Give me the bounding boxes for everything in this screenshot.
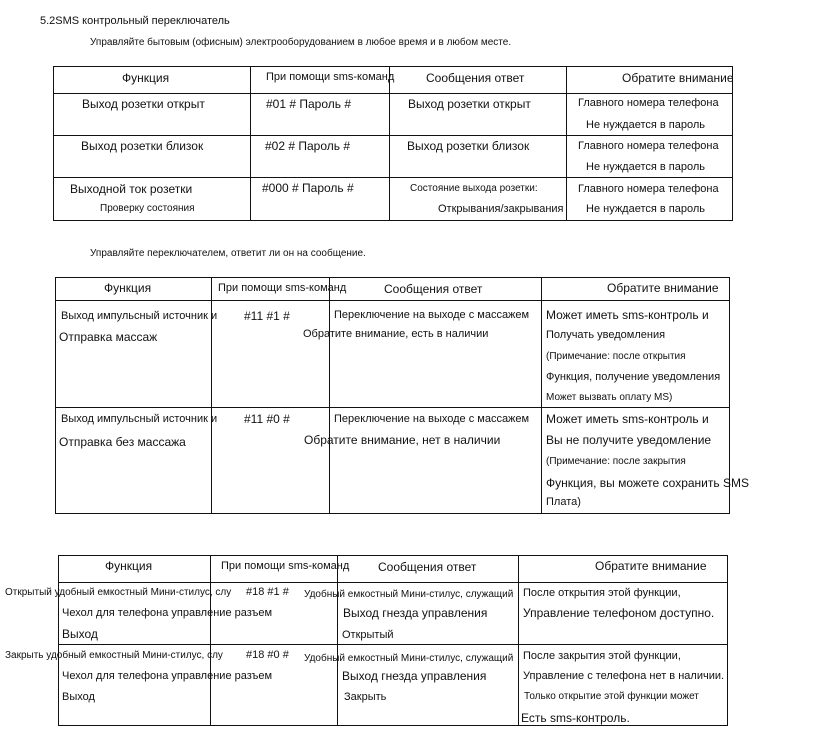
- table-3-header-note: Обратите внимание: [595, 559, 707, 573]
- table-2-row-2-note-3: (Примечание: после закрытия: [546, 456, 686, 467]
- table-2-row-1-reply-2: Обратите внимание, есть в наличии: [303, 328, 489, 340]
- table-1-row-2-note-1: Главного номера телефона: [578, 140, 719, 152]
- table-2-row-1-note-1: Может иметь sms-контроль и: [546, 308, 709, 322]
- table-1-row-3-note-2: Не нуждается в пароль: [586, 203, 706, 215]
- table-3-header-reply: Сообщения ответ: [378, 560, 477, 574]
- table-3-row-2-note-1: После закрытия этой функции,: [523, 650, 681, 662]
- table-3-row-1-note-1: После открытия этой функции,: [523, 587, 681, 599]
- table-3-row-1-command: #18 #1 #: [246, 586, 289, 598]
- table-2-row-1-function-1: Выход импульсный источник и: [61, 310, 218, 322]
- table-1-row-2-function: Выход розетки близок: [81, 139, 204, 153]
- table-1-header-function: Функция: [122, 71, 170, 85]
- table-2-row-2-command: #11 #0 #: [244, 412, 290, 426]
- table-2-header-note: Обратите внимание: [607, 281, 719, 295]
- table-2-header-reply: Сообщения ответ: [384, 282, 483, 296]
- table-2-row-1-note-2: Получать уведомления: [546, 329, 666, 341]
- table-3-header-command: При помощи sms-команд: [221, 560, 350, 572]
- table-3-row-1-function-3: Выход: [62, 627, 98, 641]
- table-2-row-2-note-1: Может иметь sms-контроль и: [546, 412, 709, 426]
- table-3-row-1-function-2: Чехол для телефона управление разъем: [62, 607, 273, 619]
- table-2-row-2-function-1: Выход импульсный источник и: [61, 413, 218, 425]
- table-3-row-2-function-3: Выход: [62, 691, 95, 703]
- table-2-row-1-reply-1: Переключение на выходе с массажем: [334, 309, 530, 321]
- table-1-row-1-note-2: Не нуждается в пароль: [586, 119, 706, 131]
- table-2-header-function: Функция: [104, 281, 152, 295]
- table-2-row-1-note-5: Может вызвать оплату MS): [546, 392, 673, 403]
- table-1-row-2-command: #02 # Пароль #: [265, 139, 351, 153]
- table-2-row-2-function-2: Отправка без массажа: [59, 435, 186, 449]
- table-1-row-3-function-2: Проверку состояния: [100, 203, 195, 214]
- table-1-header-note: Обратите внимание: [622, 71, 734, 85]
- table-2-row-2-note-4: Функция, вы можете сохранить SMS: [546, 476, 749, 490]
- table-1-row-3-function-1: Выходной ток розетки: [70, 182, 193, 196]
- table-1-row-3-note-1: Главного номера телефона: [578, 183, 719, 195]
- table-2-row-2-note-5: Плата): [546, 496, 581, 508]
- table-3-row-2-reply-2: Выход гнезда управления: [342, 669, 487, 683]
- table-3-row-2-function-1: Закрыть удобный емкостный Мини-стилус, слу: [5, 650, 223, 661]
- table-3-row-2-command: #18 #0 #: [246, 649, 289, 661]
- table-1-row-2-reply: Выход розетки близок: [407, 139, 530, 153]
- table-1-row-3-command: #000 # Пароль #: [262, 181, 354, 195]
- table-3-row-1-reply-3: Открытый: [342, 629, 394, 641]
- table-1-row-3-reply-2: Открывания/закрывания: [438, 203, 564, 215]
- table-2-row-1-note-4: Функция, получение уведомления: [546, 371, 721, 383]
- table-3-row-2-reply-1: Удобный емкостный Мини-стилус, служащий: [304, 653, 514, 664]
- table-1-row-1-command: #01 # Пароль #: [266, 97, 352, 111]
- table-3-row-2-note-3: Только открытие этой функции может: [524, 691, 699, 702]
- table-1-header-reply: Сообщения ответ: [426, 71, 525, 85]
- table-3-row-1-function-1: Открытый удобный емкостный Мини-стилус, слу: [5, 587, 232, 598]
- table-1-row-2-note-2: Не нуждается в пароль: [586, 161, 706, 173]
- table-3-row-1-reply-2: Выход гнезда управления: [343, 606, 488, 620]
- table-3-row-1-reply-1: Удобный емкостный Мини-стилус, служащий: [304, 589, 514, 600]
- table-1-header-command: При помощи sms-команд: [266, 71, 395, 83]
- table-2-row-1-function-2: Отправка массаж: [59, 330, 158, 344]
- section-intro: Управляйте бытовым (офисным) электрооборудованием в любое время и в любом месте.: [90, 37, 512, 48]
- table-2-row-1-command: #11 #1 #: [244, 309, 290, 323]
- table-1-row-1-function: Выход розетки открыт: [82, 97, 205, 111]
- section-intro-2: Управляйте переключателем, ответит ли он на сообщение.: [90, 248, 366, 259]
- table-1-row-1-note-1: Главного номера телефона: [578, 97, 719, 109]
- table-3-header-function: Функция: [105, 559, 153, 573]
- table-1-row-3-reply-1: Состояние выхода розетки:: [410, 183, 538, 194]
- table-3-row-2-reply-3: Закрыть: [344, 691, 387, 703]
- table-3-row-2-function-2: Чехол для телефона управление разъем: [62, 670, 273, 682]
- table-2-row-2-reply-1: Переключение на выходе с массажем: [334, 413, 530, 425]
- section-title: 5.2SMS контрольный переключатель: [40, 15, 230, 27]
- table-2-row-1-note-3: (Примечание: после открытия: [546, 351, 686, 362]
- table-1-row-1-reply: Выход розетки открыт: [408, 97, 531, 111]
- table-3-row-2-note-2: Управление с телефона нет в наличии.: [523, 670, 725, 682]
- table-2-row-2-note-2: Вы не получите уведомление: [546, 433, 712, 447]
- table-2-header-command: При помощи sms-команд: [218, 282, 347, 294]
- table-3-row-1-note-2: Управление телефоном доступно.: [523, 606, 715, 620]
- table-2-row-2-reply-2: Обратите внимание, нет в наличии: [304, 433, 501, 447]
- table-3-row-2-note-4: Есть sms-контроль.: [521, 711, 630, 725]
